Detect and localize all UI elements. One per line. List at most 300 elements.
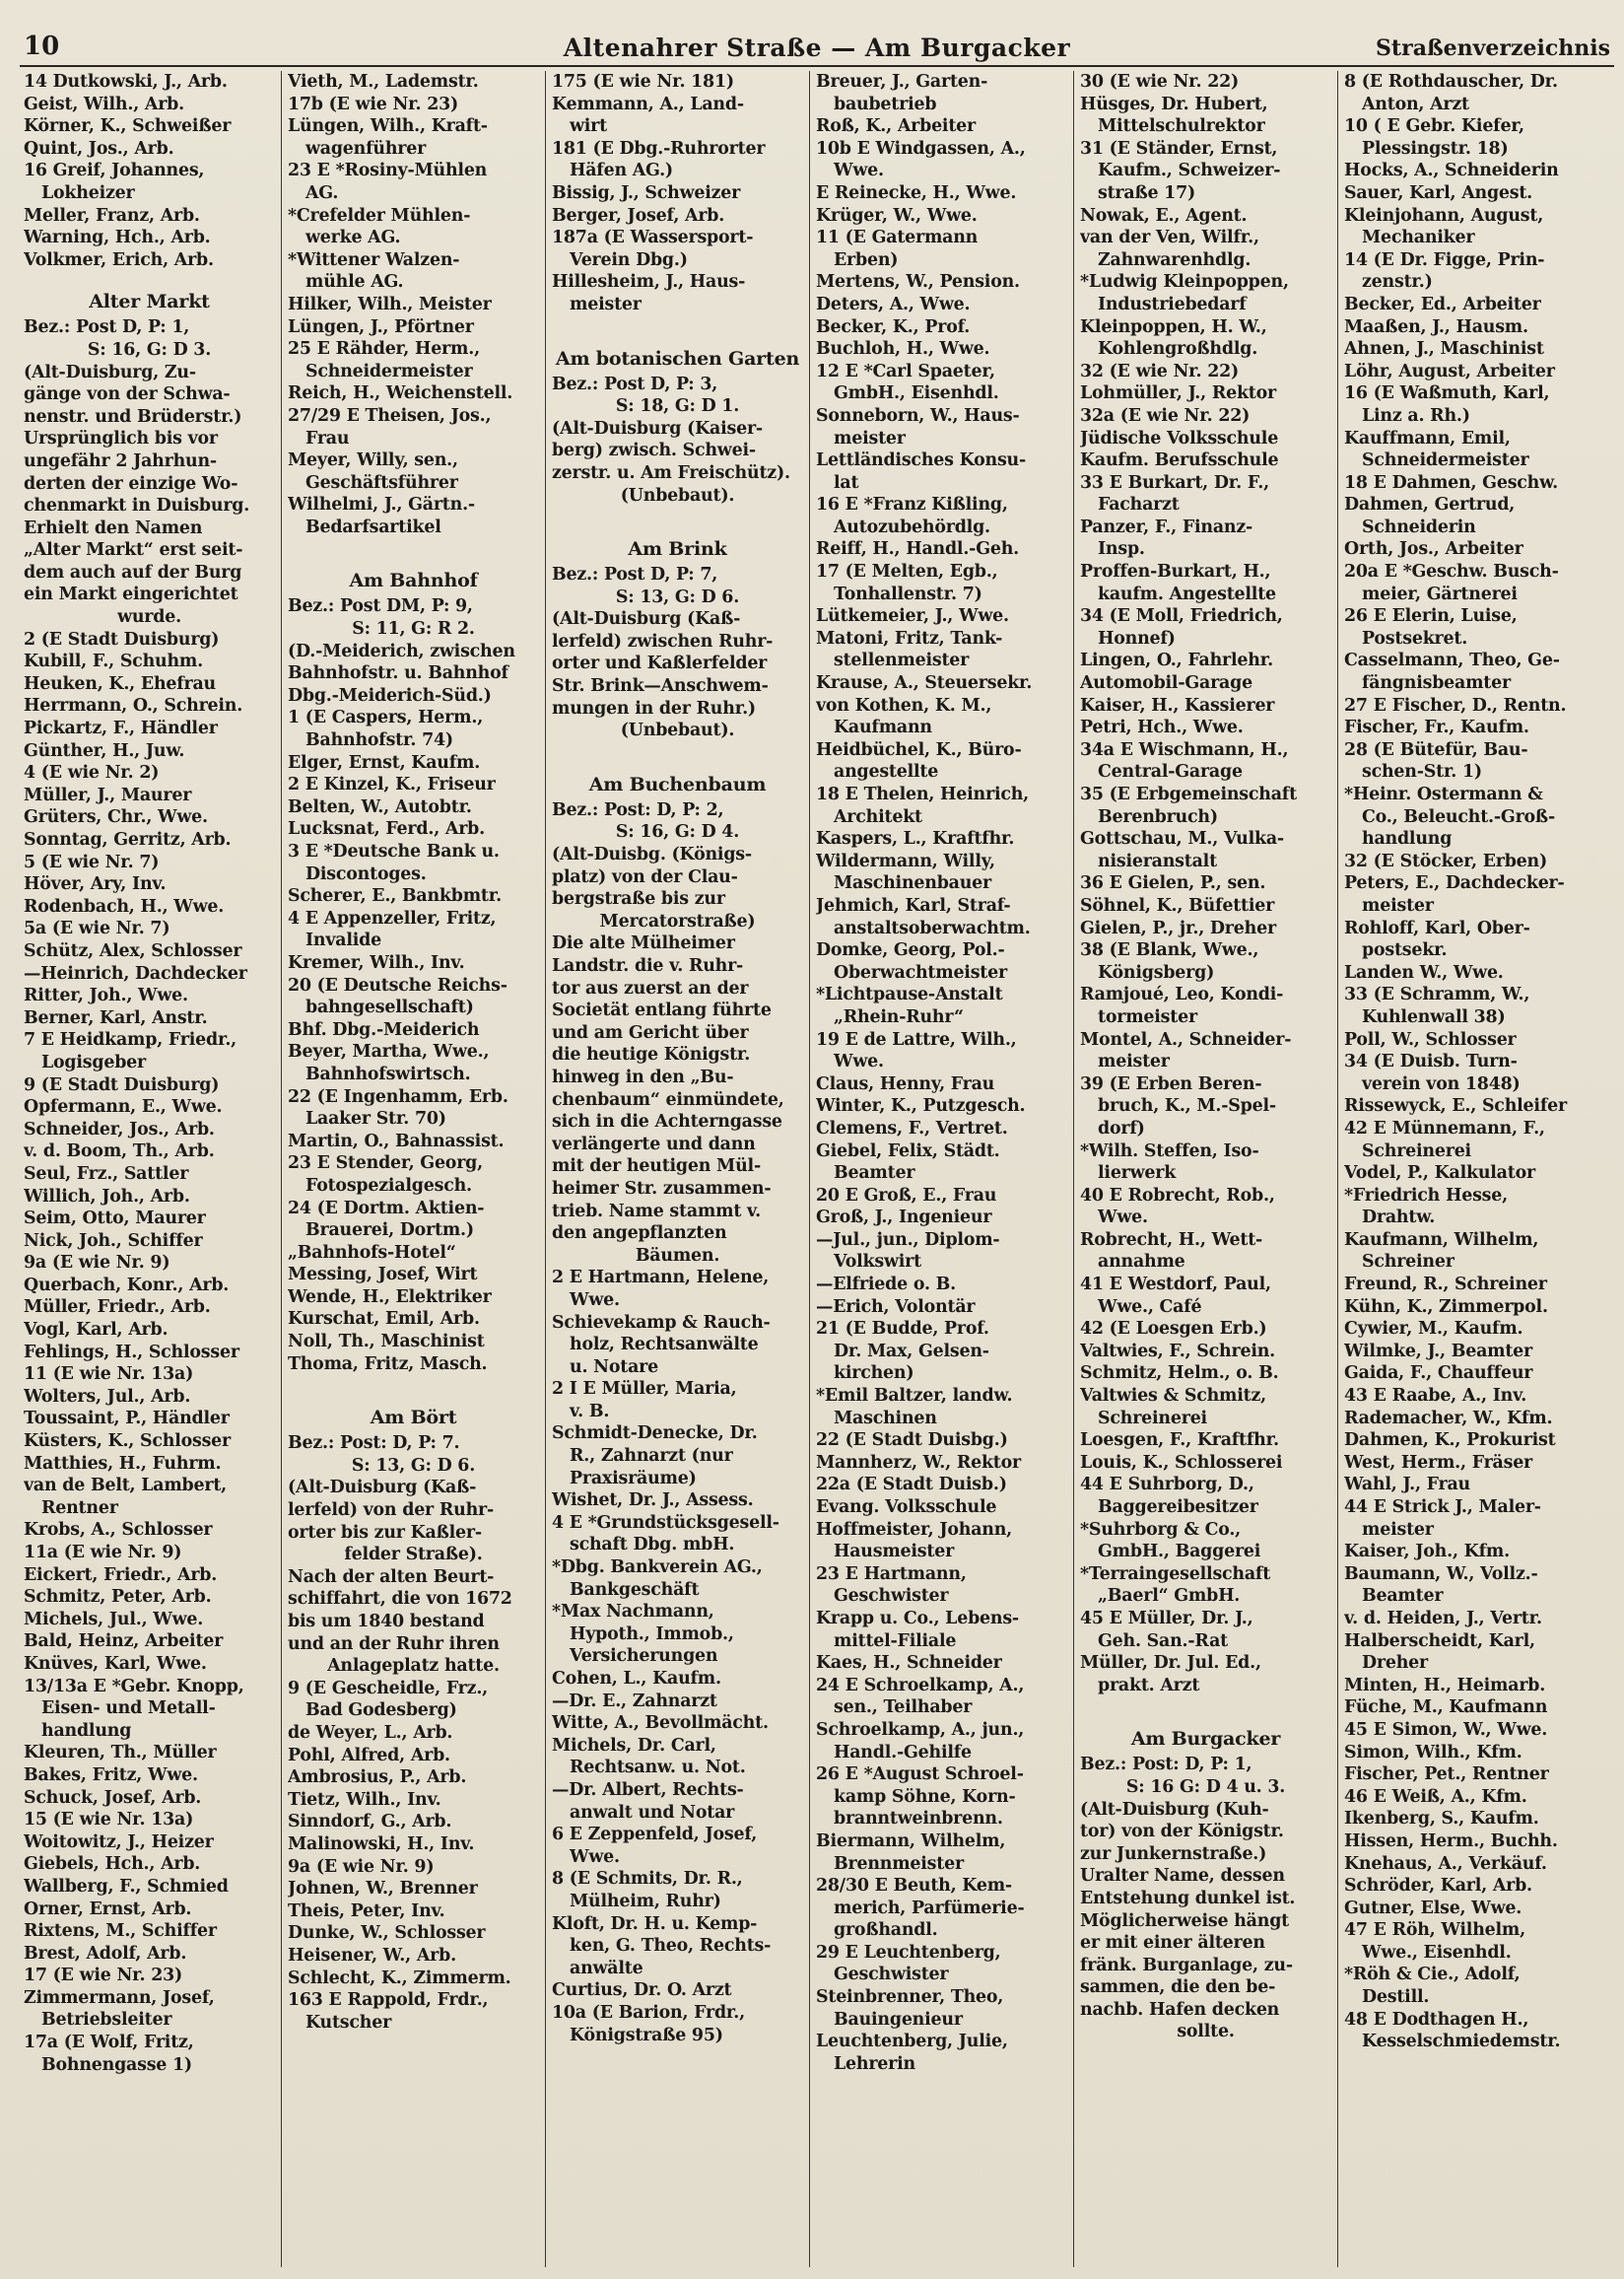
directory-line: Kutscher	[305, 2012, 392, 2033]
directory-line: Frau	[305, 428, 350, 449]
directory-line: (Alt-Duisbg. (Königs-	[552, 845, 752, 865]
directory-line: —Erich, Volontär	[816, 1296, 976, 1317]
directory-line: 17b (E wie Nr. 23)	[288, 94, 459, 114]
directory-line: Ahnen, J., Maschinist	[1344, 339, 1544, 360]
directory-line: 41 E Westdorf, Paul,	[1080, 1275, 1271, 1295]
directory-line: Kaspers, L., Kraftfhr.	[816, 829, 1015, 850]
street-heading: Am Brink	[628, 538, 727, 561]
directory-line: Scherer, E., Bankbmtr.	[288, 886, 502, 907]
directory-line: tor aus zuerst an der	[552, 978, 749, 999]
directory-line: Bahnhofstr. 74)	[305, 730, 453, 751]
spacer	[1080, 1696, 1331, 1708]
directory-line: Schmitz, Peter, Arb.	[24, 1587, 212, 1608]
directory-line: Mannherz, W., Rektor	[816, 1452, 1022, 1473]
directory-line: zenstr.)	[1362, 272, 1433, 293]
directory-line: Sauer, Karl, Angest.	[1344, 182, 1533, 203]
directory-line: van der Ven, Wilfr.,	[1080, 228, 1259, 248]
directory-line: Eickert, Friedr., Arb.	[24, 1564, 218, 1585]
directory-line: 9a (E wie Nr. 9)	[288, 1856, 435, 1877]
directory-line: 11 (E wie Nr. 13a)	[24, 1364, 194, 1385]
directory-line: stellenmeister	[834, 651, 970, 671]
directory-line: Krause, A., Steuersekr.	[816, 673, 1033, 694]
directory-line: Höver, Ary, Inv.	[24, 874, 167, 895]
directory-line: chenbaum“ einmündete,	[552, 1089, 784, 1110]
directory-line: dem auch auf der Burg	[24, 562, 242, 583]
directory-line: 5 (E wie Nr. 7)	[24, 852, 160, 872]
directory-line: AG.	[305, 182, 339, 203]
directory-line: Woitowitz, J., Heizer	[24, 1831, 214, 1852]
directory-line: Kemmann, A., Land-	[552, 94, 744, 114]
directory-line: (Unbebaut).	[620, 485, 735, 506]
directory-line: Societät entlang führte	[552, 1001, 772, 1021]
directory-line: —Elfriede o. B.	[816, 1275, 957, 1295]
directory-line: Uralter Name, dessen	[1080, 1866, 1285, 1887]
directory-line: Zimmermann, Josef,	[24, 1987, 215, 2008]
directory-line: Louis, K., Schlosserei	[1080, 1452, 1283, 1473]
directory-line: 46 E Weiß, A., Kfm.	[1344, 1786, 1527, 1807]
directory-line: Brennmeister	[834, 1853, 964, 1874]
directory-line: 32 (E Stöcker, Erben)	[1344, 851, 1548, 871]
directory-line: wurde.	[117, 607, 181, 628]
directory-line: Freund, R., Schreiner	[1344, 1275, 1547, 1295]
directory-line: *Max Nachmann,	[552, 1602, 714, 1623]
directory-line: Königstraße 95)	[570, 2025, 723, 2045]
directory-line: bahngesellschaft)	[305, 998, 474, 1018]
directory-line: u. Notare	[570, 1356, 658, 1377]
directory-line: Wolters, Jul., Arb.	[24, 1386, 191, 1407]
directory-line: Dahmen, Gertrud,	[1344, 495, 1516, 516]
directory-line: 42 (E Loesgen Erb.)	[1080, 1319, 1267, 1340]
spacer	[552, 507, 803, 518]
directory-line: 20a E *Geschw. Busch-	[1344, 562, 1559, 583]
directory-line: 16 (E Waßmuth, Karl,	[1344, 383, 1550, 404]
directory-line: Verein Dbg.)	[570, 249, 688, 270]
directory-line: —Dr. Albert, Rechts-	[552, 1779, 744, 1800]
directory-line: er mit einer älteren	[1080, 1933, 1265, 1954]
directory-line: Giebel, Felix, Städt.	[816, 1140, 1000, 1161]
directory-line: mittel-Filiale	[834, 1630, 957, 1651]
street-heading: Am botanischen Garten	[555, 347, 800, 370]
directory-line: Herrmann, O., Schrein.	[24, 696, 243, 717]
directory-line: Postsekret.	[1362, 628, 1468, 649]
directory-line: Brest, Adolf, Arb.	[24, 1943, 187, 1964]
directory-line: *Suhrborg & Co.,	[1080, 1519, 1242, 1540]
directory-line: Mittelschulrektor	[1098, 116, 1265, 137]
directory-line: großhandl.	[834, 1920, 938, 1941]
directory-line: Sinndorf, G., Arb.	[288, 1812, 452, 1832]
directory-line: Maschinenbauer	[834, 873, 991, 894]
column-6	[1338, 71, 1602, 2267]
street-heading: Am Burgacker	[1130, 1728, 1281, 1751]
directory-line: „Alter Markt“ erst seit-	[24, 540, 243, 561]
directory-line: Landen W., Wwe.	[1344, 962, 1504, 983]
directory-line: 38 (E Blank, Wwe.,	[1080, 940, 1259, 961]
directory-line: Küsters, K., Schlosser	[24, 1431, 232, 1452]
directory-line: Müller, J., Maurer	[24, 785, 192, 805]
directory-line: Wwe.	[570, 1289, 620, 1310]
directory-line: 23 E Hartmann,	[816, 1563, 967, 1584]
directory-line: 9 (E Gescheidle, Frz.,	[288, 1678, 489, 1698]
directory-line: 39 (E Erben Beren-	[1080, 1073, 1262, 1094]
directory-line: 7 E Heidkamp, Friedr.,	[24, 1030, 237, 1051]
directory-line: nisieranstalt	[1098, 851, 1217, 871]
directory-line: nachb. Hafen decken	[1080, 1999, 1280, 2020]
directory-line: Krapp u. Co., Lebens-	[816, 1608, 1019, 1628]
directory-line: Fischer, Fr., Kaufm.	[1344, 718, 1529, 738]
directory-line: 27 E Fischer, D., Rentn.	[1344, 695, 1567, 716]
column-2	[282, 71, 546, 2267]
directory-line: meister	[1362, 895, 1434, 916]
directory-line: Linz a. Rh.)	[1362, 405, 1470, 426]
spacer	[288, 1375, 539, 1387]
directory-line: Central-Garage	[1098, 762, 1243, 783]
directory-line: Kloft, Dr. H. u. Kemp-	[552, 1913, 758, 1934]
directory-line: West, Herm., Fräser	[1344, 1452, 1533, 1473]
directory-line: Bedarfsartikel	[305, 517, 441, 537]
directory-line: Nowak, E., Agent.	[1080, 205, 1248, 226]
directory-line: Curtius, Dr. O. Arzt	[552, 1980, 732, 2001]
directory-line: Ambrosius, P., Arb.	[288, 1767, 467, 1788]
directory-line: Lucksnat, Ferd., Arb.	[288, 819, 485, 840]
directory-line: Montel, A., Schneider-	[1080, 1029, 1292, 1050]
directory-line: Körner, K., Schweißer	[24, 116, 232, 137]
directory-line: Hocks, A., Schneiderin	[1344, 161, 1559, 181]
directory-line: 18 E Dahmen, Geschw.	[1344, 472, 1558, 493]
directory-line: Lüngen, Wilh., Kraft-	[288, 116, 488, 137]
directory-line: orter und Kaßlerfelder	[552, 654, 768, 674]
directory-line: Lokheizer	[41, 182, 135, 203]
directory-line: Schmitz, Helm., o. B.	[1080, 1363, 1279, 1384]
directory-line: Groß, J., Ingenieur	[816, 1208, 992, 1228]
directory-line: 187a (E Wassersport-	[552, 228, 754, 248]
directory-line: Querbach, Konr., Arb.	[24, 1275, 230, 1295]
directory-line: 29 E Leuchtenberg,	[816, 1942, 1001, 1963]
directory-line: Beamter	[834, 1163, 915, 1184]
directory-line: Kleinpoppen, H. W.,	[1080, 316, 1267, 337]
directory-line: Bauingenieur	[834, 2009, 963, 2030]
directory-line: Noll, Th., Maschinist	[288, 1332, 485, 1352]
directory-line: *Wittener Walzen-	[288, 249, 460, 270]
directory-line: Möglicherweise hängt	[1080, 1910, 1289, 1931]
directory-line: holz, Rechtsanwälte	[570, 1335, 759, 1355]
directory-line: (Alt-Duisburg (Kaß-	[552, 609, 741, 630]
directory-line: 44 E Strick J., Maler-	[1344, 1497, 1541, 1517]
directory-line: Seul, Frz., Sattler	[24, 1163, 189, 1184]
directory-line: Kuhlenwall 38)	[1362, 1006, 1506, 1027]
directory-line: Clemens, F., Vertret.	[816, 1118, 1008, 1139]
directory-line: 17 (E wie Nr. 23)	[24, 1966, 183, 1986]
page-number: 10	[24, 32, 60, 61]
directory-line: mungen in der Ruhr.)	[552, 698, 756, 719]
directory-line: Wwe., Eisenhdl.	[1362, 1942, 1512, 1963]
directory-line: Kaufmann, Wilhelm,	[1344, 1229, 1539, 1250]
directory-line: „Baerl“ GmbH.	[1098, 1586, 1241, 1607]
directory-line: Petri, Hch., Wwe.	[1080, 718, 1244, 738]
directory-line: Kleinjohann, August,	[1344, 205, 1544, 226]
directory-line: Bohnengasse 1)	[41, 2054, 192, 2075]
directory-line: Roß, K., Arbeiter	[816, 116, 976, 137]
street-heading: Am Bört	[370, 1407, 457, 1429]
directory-line: Steinbrenner, Theo,	[816, 1987, 1004, 2008]
directory-line: Automobil-Garage	[1080, 673, 1252, 694]
directory-line: Ramjoué, Leo, Kondi-	[1080, 985, 1284, 1005]
directory-line: Schröder, Karl, Arb.	[1344, 1876, 1532, 1897]
directory-line: Fotospezialgesch.	[305, 1175, 472, 1196]
directory-line: Wallberg, F., Schmied	[24, 1876, 229, 1897]
running-title: Altenahrer Straße — Am Burgacker	[563, 34, 1071, 62]
directory-line: Schneiderin	[1362, 517, 1476, 537]
directory-line: Robrecht, H., Wett-	[1080, 1229, 1263, 1250]
directory-line: *Terraingesellschaft	[1080, 1563, 1271, 1584]
directory-line: Kesselschmiedemstr.	[1362, 2032, 1561, 2052]
directory-line: kaufm. Angestellte	[1098, 584, 1276, 604]
directory-line: Rechtsanw. u. Not.	[570, 1758, 746, 1778]
spacer	[552, 742, 803, 754]
directory-line: Rentner	[41, 1497, 118, 1518]
directory-line: Geschwister	[834, 1586, 949, 1607]
directory-line: von Kothen, K. M.,	[816, 695, 992, 716]
directory-line: Gottschau, M., Vulka-	[1080, 829, 1284, 850]
directory-line: wirt	[570, 116, 607, 137]
directory-line: tormeister	[1098, 1006, 1197, 1027]
directory-line: Buchloh, H., Wwe.	[816, 339, 990, 360]
directory-line: Proffen-Burkart, H.,	[1080, 562, 1271, 583]
directory-line: Ikenberg, S., Kaufm.	[1344, 1809, 1539, 1830]
directory-line: Malinowski, H., Inv.	[288, 1833, 475, 1854]
directory-line: Berenbruch)	[1098, 806, 1218, 827]
directory-line: Hoffmeister, Johann,	[816, 1519, 1013, 1540]
directory-line: orter bis zur Kaßler-	[288, 1522, 482, 1543]
directory-line: 2 (E Stadt Duisburg)	[24, 629, 220, 650]
directory-line: 23 E Stender, Georg,	[288, 1153, 483, 1174]
directory-line: Hausmeister	[834, 1542, 955, 1562]
directory-line: Schreinerei	[1098, 1408, 1207, 1428]
directory-line: dorf)	[1098, 1118, 1145, 1139]
section-title: Straßenverzeichnis	[1376, 35, 1610, 61]
directory-line: Evang. Volksschule	[816, 1497, 997, 1517]
directory-line: Drahtw.	[1362, 1208, 1436, 1228]
directory-line: Versicherungen	[570, 1646, 718, 1667]
directory-line: 16 E *Franz Kißling,	[816, 495, 1008, 516]
directory-line: 11a (E wie Nr. 9)	[24, 1543, 182, 1562]
directory-line: Bez.: Post: D, P: 1,	[1080, 1755, 1252, 1775]
directory-line: bruch, K., M.-Spel-	[1098, 1096, 1276, 1117]
directory-line: Entstehung dunkel ist.	[1080, 1888, 1296, 1908]
directory-line: Schneidermeister	[1362, 450, 1529, 471]
directory-line: Landstr. die v. Ruhr-	[552, 956, 744, 976]
directory-line: Volkswirt	[834, 1252, 921, 1273]
directory-line: *Lichtpause-Anstalt	[816, 985, 1003, 1005]
directory-line: und am Gericht über	[552, 1022, 749, 1043]
directory-line: 10 ( E Gebr. Kiefer,	[1344, 116, 1524, 137]
directory-line: 27/29 E Theisen, Jos.,	[288, 405, 492, 426]
directory-line: Mercatorstraße)	[599, 911, 756, 932]
directory-line: Grüters, Chr., Wwe.	[24, 807, 208, 828]
directory-line: Domke, Georg, Pol.-	[816, 940, 1005, 961]
directory-line: 3 E *Deutsche Bank u.	[288, 842, 500, 862]
directory-line: Lettländisches Konsu-	[816, 450, 1027, 471]
column-5	[1074, 71, 1338, 2267]
directory-line: Zahnwarenhdlg.	[1098, 249, 1252, 270]
directory-line: Plessingstr. 18)	[1362, 138, 1509, 159]
directory-line: sen., Teilhaber	[834, 1697, 973, 1718]
directory-line: Rodenbach, H., Wwe.	[24, 896, 225, 917]
directory-line: Wende, H., Elektriker	[288, 1286, 492, 1307]
directory-line: 40 E Robrecht, Rob.,	[1080, 1185, 1275, 1206]
directory-line: S: 11, G: R 2.	[352, 619, 475, 640]
directory-line: branntweinbrenn.	[834, 1809, 1003, 1830]
directory-line: van de Belt, Lambert,	[24, 1476, 228, 1496]
directory-line: zerstr. u. Am Freischütz).	[552, 462, 790, 483]
directory-line: 42 E Münnemann, F.,	[1344, 1118, 1545, 1139]
directory-line: Bez.: Post D, P: 3,	[552, 374, 718, 394]
directory-line: Handl.-Gehilfe	[834, 1742, 972, 1762]
directory-line: Seim, Otto, Maurer	[24, 1209, 206, 1229]
directory-line: Kaufm. Berufsschule	[1080, 450, 1279, 471]
directory-line: Beamter	[1362, 1586, 1444, 1607]
directory-line: ungefähr 2 Jahrhun-	[24, 450, 217, 471]
directory-line: Dbg.-Meiderich-Süd.)	[288, 685, 492, 706]
directory-line: Cohen, L., Kaufm.	[552, 1669, 721, 1689]
directory-line: 36 E Gielen, P., sen.	[1080, 873, 1266, 894]
directory-line: Lüngen, J., Pförtner	[288, 316, 474, 337]
directory-line: Bäumen.	[635, 1245, 720, 1266]
directory-line: Geschäftsführer	[305, 472, 458, 493]
directory-line: v. B.	[570, 1401, 610, 1421]
directory-line: 22 (E Stadt Duisbg.)	[816, 1430, 1008, 1451]
directory-line: 10b E Windgassen, A.,	[816, 138, 1026, 159]
directory-line: Ursprünglich bis vor	[24, 429, 218, 449]
directory-line: Berger, Josef, Arb.	[552, 205, 725, 226]
directory-line: 30 (E wie Nr. 22)	[1080, 72, 1240, 92]
directory-line: *Wilh. Steffen, Iso-	[1080, 1140, 1259, 1161]
directory-line: 6 E Zeppenfeld, Josef,	[552, 1825, 758, 1845]
directory-line: Casselmann, Theo, Ge-	[1344, 651, 1560, 671]
directory-line: (Unbebaut).	[620, 721, 735, 741]
directory-line: (Alt-Duisburg (Kaß-	[288, 1478, 477, 1498]
directory-line: lerfeld) von der Ruhr-	[288, 1500, 494, 1521]
directory-line: Bez.: Post DM, P: 9,	[288, 596, 473, 617]
directory-line: schaft Dbg. mbH.	[570, 1535, 735, 1555]
directory-line: Erben)	[834, 249, 899, 270]
directory-line: Logisgeber	[41, 1052, 146, 1072]
directory-line: GmbH., Baggerei	[1098, 1542, 1261, 1562]
directory-line: Fehlings, H., Schlosser	[24, 1342, 239, 1362]
directory-line: Simon, Wilh., Kfm.	[1344, 1742, 1522, 1762]
directory-line: Poll, W., Schlosser	[1344, 1029, 1517, 1050]
directory-line: 4 E Appenzeller, Fritz,	[288, 908, 497, 929]
directory-line: Maaßen, J., Hausm.	[1344, 316, 1528, 337]
directory-line: Hüsges, Dr. Hubert,	[1080, 94, 1268, 114]
directory-line: Kaufmann	[834, 718, 932, 738]
column-3	[546, 71, 810, 2267]
directory-line: handlung	[1362, 829, 1453, 850]
directory-line: Tonhallenstr. 7)	[834, 584, 982, 604]
directory-line: die heutige Königstr.	[552, 1045, 751, 1066]
street-heading: Am Bahnhof	[349, 570, 478, 592]
directory-line: Halberscheidt, Karl,	[1344, 1630, 1535, 1651]
directory-line: Kubill, F., Schuhm.	[24, 652, 203, 672]
directory-line: de Weyer, L., Arb.	[288, 1722, 453, 1743]
directory-line: 32a (E wie Nr. 22)	[1080, 405, 1251, 426]
directory-line: *Friedrich Hesse,	[1344, 1185, 1508, 1206]
directory-line: Theis, Peter, Inv.	[288, 1900, 445, 1921]
directory-line: Kaiser, H., Kassierer	[1080, 695, 1275, 716]
directory-line: meister	[834, 428, 906, 449]
directory-line: Leuchtenberg, Julie,	[816, 2032, 1008, 2052]
directory-line: Nach der alten Beurt-	[288, 1566, 495, 1587]
directory-line: schiffahrt, die von 1672	[288, 1589, 512, 1610]
directory-line: Ritter, Joh., Wwe.	[24, 986, 188, 1006]
directory-line: 31 (E Ständer, Ernst,	[1080, 138, 1278, 159]
directory-line: anstaltsoberwachtm.	[834, 918, 1031, 938]
directory-line: Becker, Ed., Arbeiter	[1344, 294, 1541, 314]
directory-line: 26 E Elerin, Luise,	[1344, 606, 1518, 627]
directory-line: Heuken, K., Ehefrau	[24, 673, 217, 694]
directory-line: Lütkemeier, J., Wwe.	[816, 606, 1009, 627]
directory-line: Facharzt	[1098, 495, 1180, 516]
directory-line: Honnef)	[1098, 628, 1176, 649]
directory-line: 24 E Schroelkamp, A.,	[816, 1675, 1025, 1695]
directory-line: (Alt-Duisburg (Kaiser-	[552, 418, 763, 439]
directory-line: 13/13a E *Gebr. Knopp,	[24, 1676, 244, 1696]
directory-line: Nick, Joh., Schiffer	[24, 1230, 203, 1251]
directory-line: S: 13, G: D 6.	[351, 1455, 476, 1476]
directory-line: Autozubehördlg.	[834, 517, 990, 537]
directory-line: 8 (E Schmits, Dr. R.,	[552, 1869, 743, 1890]
directory-line: Meyer, Willy, sen.,	[288, 450, 458, 471]
directory-line: 26 E *August Schroel-	[816, 1764, 1024, 1785]
directory-line: 16 Greif, Johannes,	[24, 161, 205, 181]
directory-line: heimer Str. zusammen-	[552, 1178, 772, 1199]
directory-line: Schuck, Josef, Arb.	[24, 1787, 202, 1808]
directory-line: *Crefelder Mühlen-	[288, 205, 471, 226]
directory-line: Bahnhofstr. u. Bahnhof	[288, 663, 508, 684]
directory-line: *Dbg. Bankverein AG.,	[552, 1557, 763, 1578]
directory-line: Königsberg)	[1098, 962, 1215, 983]
directory-line: Bald, Heinz, Arbeiter	[24, 1631, 224, 1652]
directory-line: Rissewyck, E., Schleifer	[1344, 1096, 1567, 1117]
directory-line: Orth, Jos., Arbeiter	[1344, 539, 1523, 560]
directory-line: Bankgeschäft	[570, 1579, 700, 1600]
directory-line: Winter, K., Putzgesch.	[816, 1096, 1026, 1117]
directory-line: 21 (E Budde, Prof.	[816, 1319, 989, 1340]
directory-line: Becker, K., Prof.	[816, 316, 971, 337]
directory-line: 18 E Thelen, Heinrich,	[816, 785, 1030, 804]
directory-line: Bad Godesberg)	[305, 1700, 457, 1721]
directory-line: Bahnhofswirtsch.	[305, 1064, 471, 1084]
directory-line: Wwe.	[1098, 1208, 1148, 1228]
directory-line: 35 (E Erbgemeinschaft	[1080, 785, 1297, 804]
directory-line: Beyer, Martha, Wwe.,	[288, 1042, 490, 1063]
directory-line: Kremer, Wilh., Inv.	[288, 952, 465, 973]
directory-line: Toussaint, P., Händler	[24, 1409, 230, 1429]
directory-line: 45 E Simon, W., Wwe.	[1344, 1719, 1548, 1740]
directory-line: mit der heutigen Mül-	[552, 1156, 761, 1177]
directory-line: Wahl, J., Frau	[1344, 1475, 1471, 1495]
directory-line: 9 (E Stadt Duisburg)	[24, 1074, 220, 1095]
directory-line: Müller, Friedr., Arb.	[24, 1297, 211, 1318]
directory-line: hinweg in den „Bu-	[552, 1067, 734, 1087]
directory-line: Destill.	[1362, 1987, 1430, 2008]
street-heading: Am Buchenbaum	[588, 773, 767, 795]
directory-line: 11 (E Gatermann	[816, 228, 979, 248]
directory-line: gänge von der Schwa-	[24, 384, 231, 405]
directory-line: Günther, H., Juw.	[24, 740, 185, 761]
directory-line: Lehrerin	[834, 2053, 915, 2074]
directory-line: Gaida, F., Chauffeur	[1344, 1363, 1533, 1384]
directory-line: 15 (E wie Nr. 13a)	[24, 1810, 194, 1830]
